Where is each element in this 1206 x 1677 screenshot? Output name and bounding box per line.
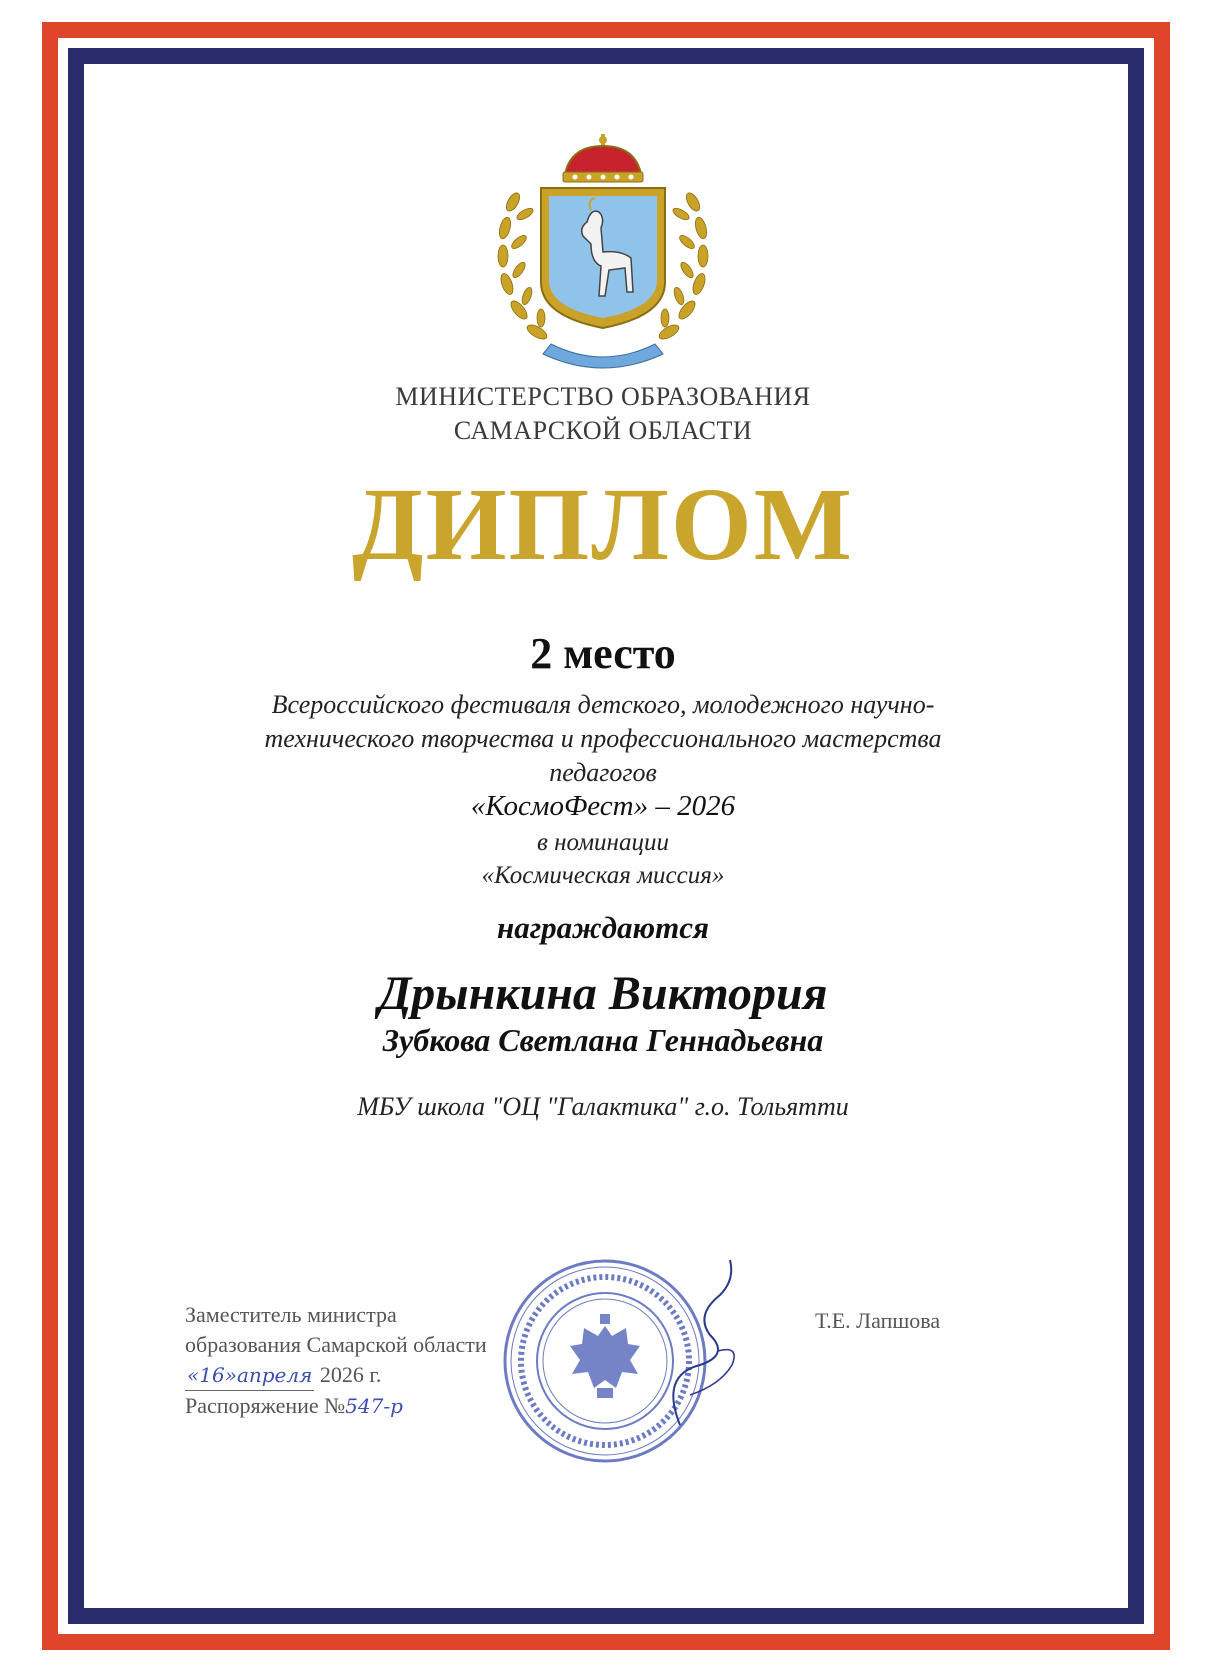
date-month: апреля — [236, 1363, 313, 1387]
nomination-label: в номинации — [537, 829, 669, 856]
festival-name: «КосмоФест» – 2026 — [470, 790, 736, 822]
date-day: 16 — [199, 1363, 225, 1387]
position-line-1: Заместитель министра — [185, 1302, 397, 1327]
date-handwritten — [185, 1360, 314, 1391]
handwritten-signature — [640, 1255, 750, 1435]
recipient-name: Дрынкина Виктория — [378, 967, 828, 1020]
order-number: 547-р — [345, 1394, 403, 1418]
festival-line-3: педагогов — [549, 758, 657, 787]
ministry-line-2: САМАРСКОЙ ОБЛАСТИ — [453, 416, 753, 445]
ministry-heading — [200, 380, 1006, 448]
signature-block — [185, 1300, 525, 1421]
festival-line-1: Всероссийского фестиваля детского, молодежного научно- — [271, 690, 935, 719]
date-line — [185, 1360, 525, 1391]
signer-name: Т.Е. Лапшова — [815, 1308, 941, 1333]
ministry-line-1: МИНИСТЕРСТВО ОБРАЗОВАНИЯ — [395, 382, 811, 411]
awarded-label: награждаются — [496, 910, 710, 945]
order-label: Распоряжение № — [185, 1393, 346, 1418]
place-heading: 2 место — [530, 629, 676, 678]
teacher-name: Зубкова Светлана Геннадьевна — [382, 1022, 824, 1058]
order-line — [185, 1391, 525, 1421]
date-close-quote: » — [224, 1363, 237, 1387]
festival-line-2: технического творчества и профессионального мастерства — [264, 724, 942, 753]
coat-of-arms-emblem — [491, 132, 715, 372]
school-name: МБУ школа "ОЦ "Галактика" г.о. Тольятти — [357, 1092, 849, 1121]
position-line-2: образования Самарской области — [185, 1332, 487, 1357]
date-year: 2026 г. — [319, 1362, 382, 1387]
date-open-quote: « — [187, 1363, 200, 1387]
nomination-name: «Космическая миссия» — [481, 862, 725, 889]
diploma-title: ДИПЛОМ — [352, 467, 854, 582]
festival-description — [150, 688, 1056, 790]
